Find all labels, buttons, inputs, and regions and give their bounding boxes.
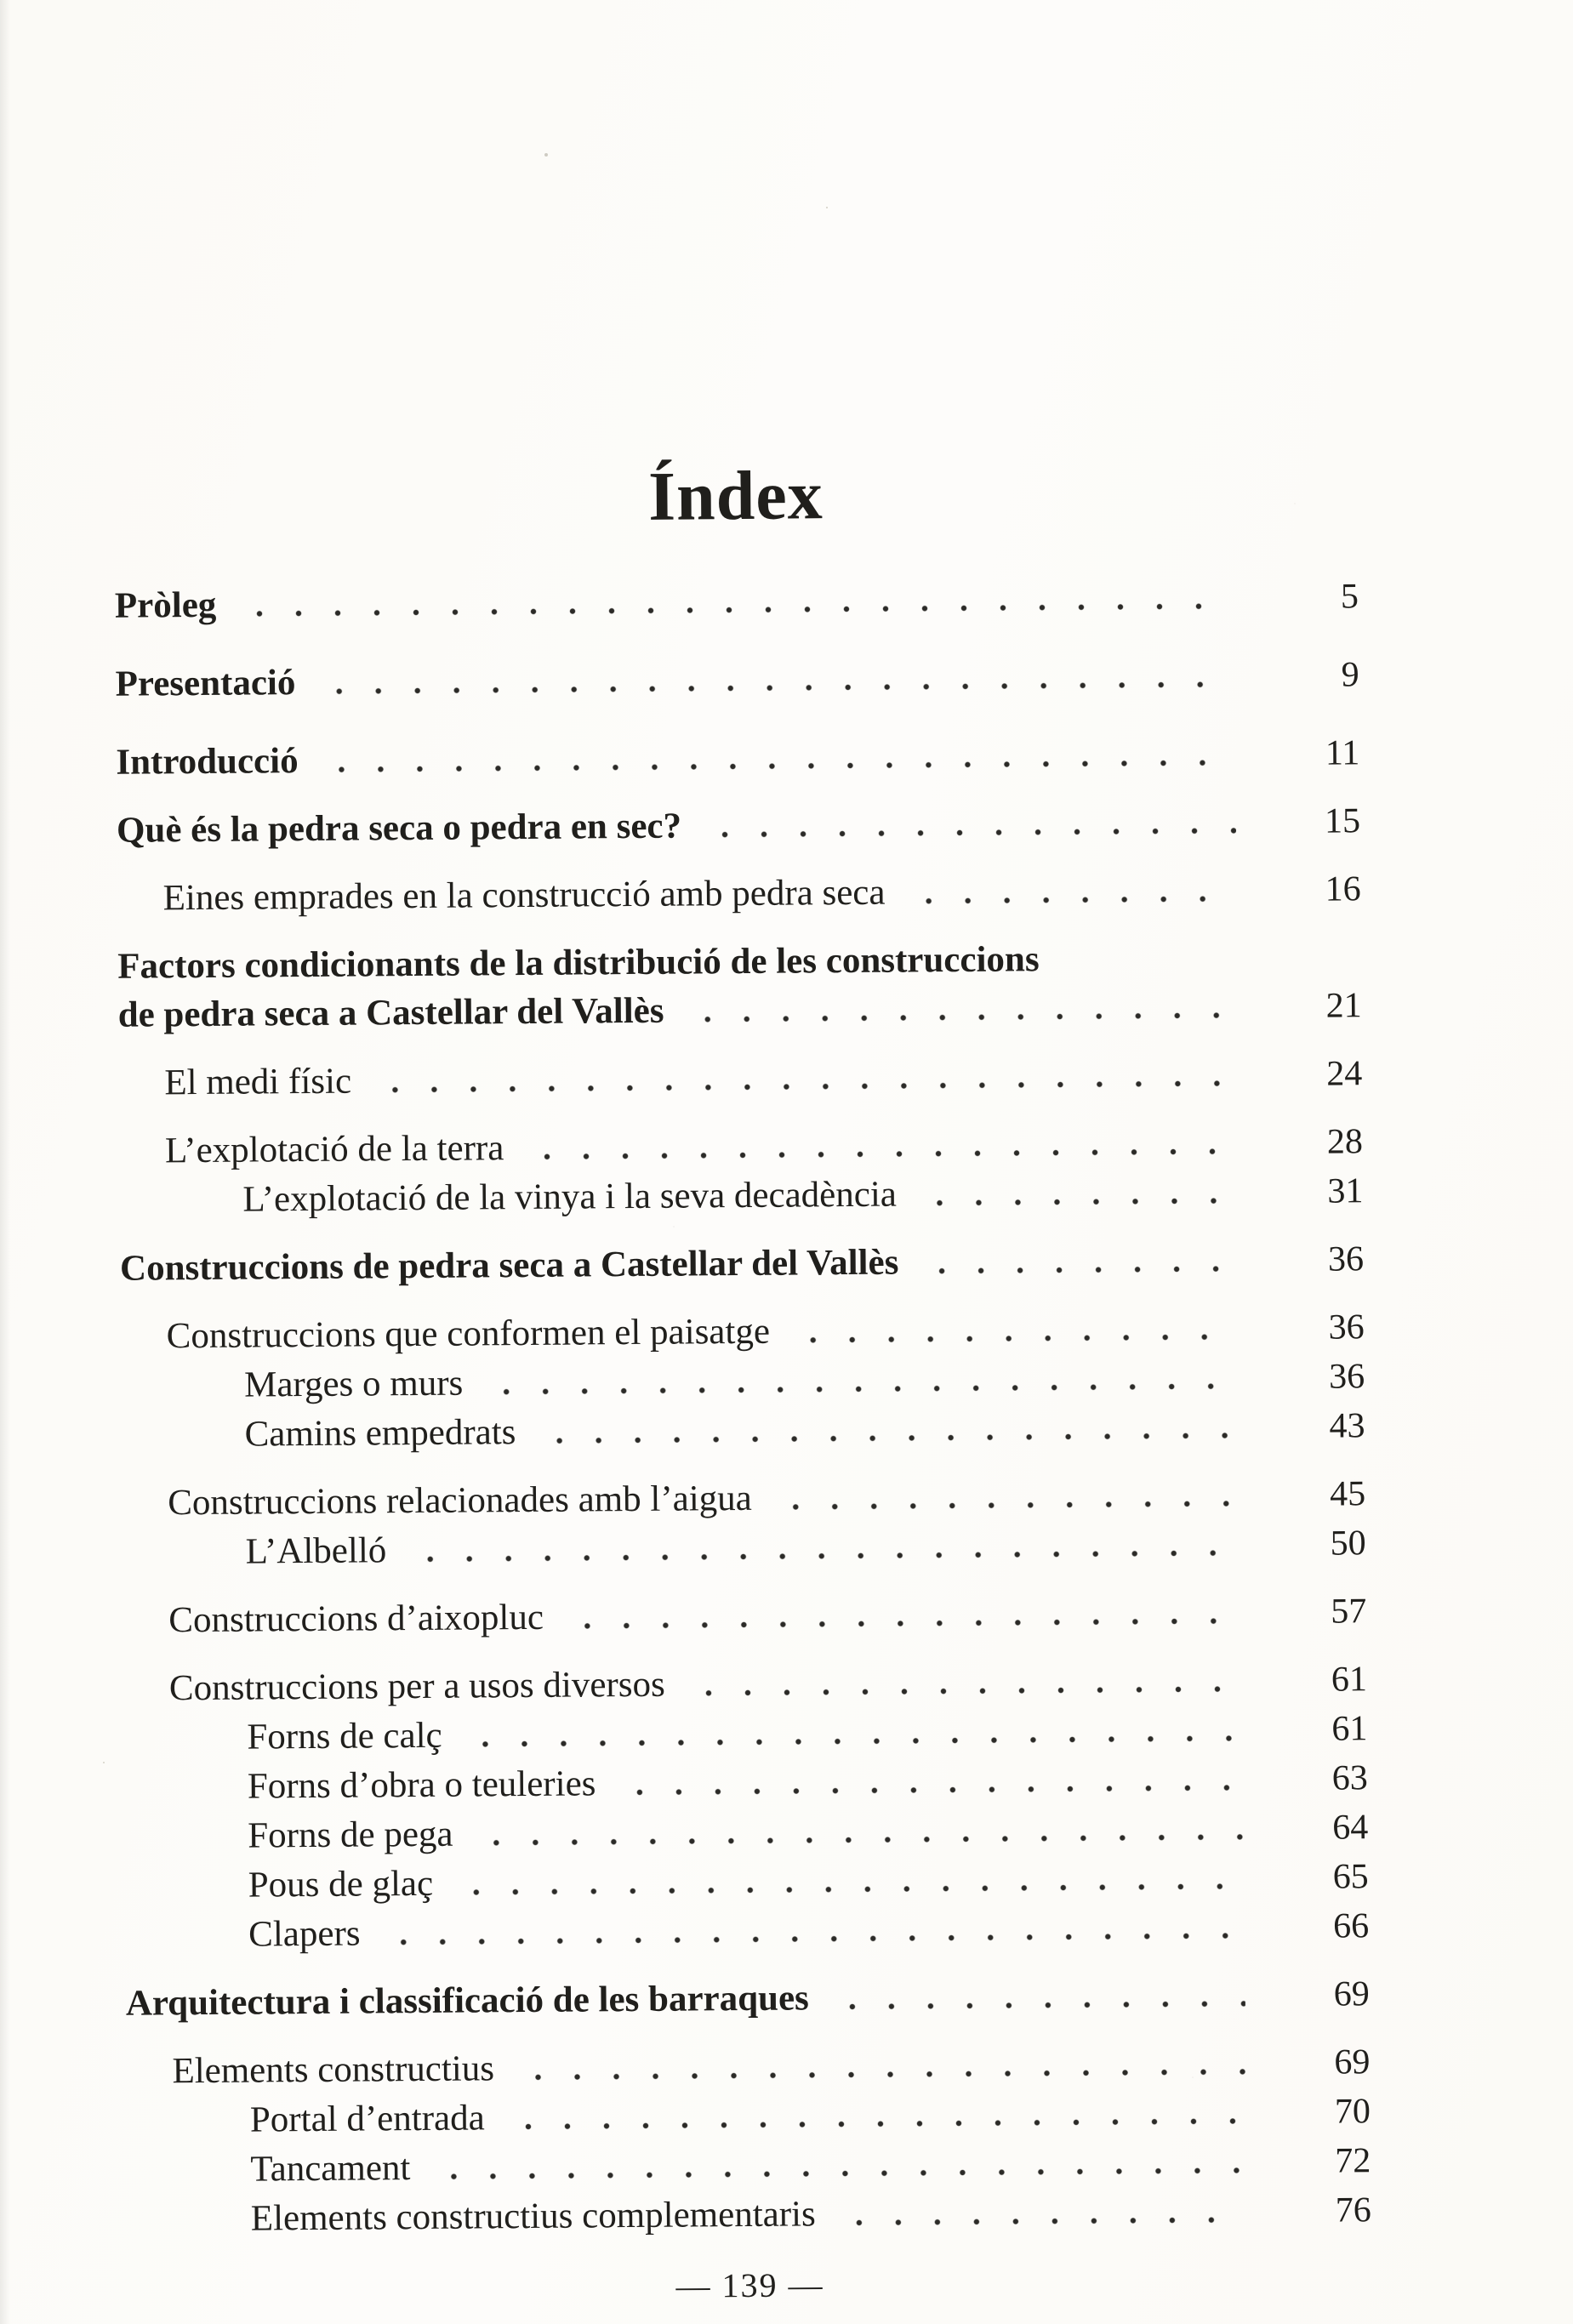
toc-entry-page: 36 bbox=[1327, 1239, 1365, 1279]
index-content bbox=[110, 0, 1371, 2310]
dot-leader bbox=[499, 2116, 1246, 2131]
toc-entry-label: Pous de glaç bbox=[248, 1863, 434, 1905]
toc-entry-label: Clapers bbox=[248, 1913, 361, 1955]
toc-entry-page: 57 bbox=[1331, 1591, 1367, 1632]
toc-row bbox=[117, 864, 1360, 923]
dot-leader bbox=[230, 601, 1234, 618]
dot-leader bbox=[557, 1616, 1242, 1630]
toc-entry-label: L’explotació de la terra bbox=[164, 1127, 504, 1171]
toc-entry-label: Forns de calç bbox=[247, 1715, 442, 1757]
toc-entry-label: Forns d’obra o teuleries bbox=[247, 1763, 596, 1807]
toc-entry-page: 76 bbox=[1335, 2190, 1371, 2230]
toc-entry-page: 36 bbox=[1328, 1307, 1365, 1347]
toc-entry-page: 63 bbox=[1331, 1757, 1368, 1798]
toc-entry-label: Forns de pega bbox=[248, 1814, 453, 1856]
page-number-footer: — 139 — bbox=[675, 2265, 824, 2305]
toc-entry-page: 11 bbox=[1325, 733, 1360, 773]
toc-row bbox=[117, 981, 1361, 1040]
dot-leader bbox=[365, 1079, 1238, 1094]
toc-entry-page: 70 bbox=[1334, 2091, 1371, 2132]
page-title: Índex bbox=[647, 456, 824, 535]
toc-entry-page: 15 bbox=[1324, 801, 1361, 841]
toc-row bbox=[125, 1901, 1369, 1960]
dot-leader bbox=[679, 1684, 1243, 1697]
toc-entry-page: 64 bbox=[1332, 1807, 1369, 1848]
toc-entry-page: 21 bbox=[1325, 986, 1362, 1026]
toc-entry-label: Introducció bbox=[116, 740, 299, 783]
toc-entry-page: 5 bbox=[1340, 577, 1359, 617]
toc-row bbox=[120, 1234, 1364, 1293]
toc-entry-page: 43 bbox=[1329, 1405, 1365, 1446]
toc-row bbox=[118, 1049, 1362, 1108]
toc-entry-label: Arquitectura i classificació de les barraques bbox=[125, 1978, 809, 2024]
toc-entry-label: Construccions que conformen el paisatge bbox=[166, 1311, 771, 1357]
toc-entry-label: de pedra seca a Castellar del Vallès bbox=[117, 990, 664, 1035]
toc-row bbox=[121, 1401, 1365, 1460]
dot-leader bbox=[508, 2067, 1245, 2082]
toc-entry-page: 65 bbox=[1332, 1856, 1369, 1897]
toc-entry-label: Marges o murs bbox=[243, 1363, 464, 1405]
toc-entry-label: Factors condicionants de la distribució de les construccions bbox=[117, 938, 1040, 987]
scan-edge-shadow bbox=[0, 0, 10, 2324]
dot-leader bbox=[695, 826, 1236, 839]
toc-entry-label: Eines emprades en la construcció amb pedra seca bbox=[162, 872, 886, 919]
toc-row bbox=[117, 796, 1360, 855]
dot-leader bbox=[609, 1783, 1243, 1797]
toc-entry-page: 45 bbox=[1329, 1473, 1366, 1514]
toc-entry-label: Què és la pedra seca o pedra en sec? bbox=[116, 806, 682, 851]
toc-entry-label: Construccions de pedra seca a Castellar del Vallès bbox=[119, 1242, 899, 1289]
toc-entry-page: 66 bbox=[1332, 1905, 1370, 1946]
dot-leader bbox=[912, 1264, 1240, 1275]
toc-entry-page: 69 bbox=[1333, 1974, 1370, 2014]
dot-leader bbox=[529, 1431, 1240, 1445]
toc-entry-page: 61 bbox=[1331, 1708, 1368, 1749]
toc-entry-page: 31 bbox=[1327, 1171, 1364, 1211]
toc-entry-page: 28 bbox=[1326, 1122, 1364, 1162]
dot-leader bbox=[400, 1548, 1241, 1564]
dot-leader bbox=[424, 2166, 1246, 2181]
toc-entry-label: Presentació bbox=[115, 662, 296, 704]
dot-leader bbox=[476, 1381, 1240, 1396]
dot-leader bbox=[784, 1332, 1240, 1344]
toc-row bbox=[126, 1969, 1370, 2028]
toc-entry-page: 16 bbox=[1325, 869, 1361, 909]
toc-entry-label: L’Albelló bbox=[245, 1530, 387, 1572]
toc-row bbox=[115, 572, 1359, 630]
dot-leader bbox=[899, 894, 1237, 905]
dot-leader bbox=[766, 1499, 1241, 1511]
toc-entry-label: El medi físic bbox=[164, 1061, 352, 1103]
dot-leader bbox=[517, 1147, 1239, 1161]
dot-leader bbox=[910, 1196, 1240, 1207]
toc-entry-label: L’explotació de la vinya i la seva decadència bbox=[242, 1174, 898, 1220]
dot-leader bbox=[829, 2215, 1247, 2227]
toc-entry-page: 69 bbox=[1334, 2042, 1371, 2082]
toc-entry-page: 9 bbox=[1341, 655, 1359, 695]
toc-entry-page: 61 bbox=[1331, 1659, 1368, 1700]
toc-row bbox=[115, 650, 1359, 709]
toc-entry-label: Portal d’entrada bbox=[249, 2098, 485, 2140]
toc-row bbox=[119, 1166, 1363, 1225]
toc-entry-label: Camins empedrats bbox=[244, 1411, 516, 1455]
toc-entry-label: Tancament bbox=[250, 2147, 411, 2190]
dot-leader bbox=[447, 1882, 1245, 1896]
toc-row bbox=[123, 1586, 1366, 1645]
dot-leader bbox=[309, 680, 1234, 696]
toc-entry-page: 24 bbox=[1326, 1054, 1363, 1094]
toc-list bbox=[115, 572, 1371, 2244]
toc-row bbox=[116, 728, 1359, 787]
toc-entry-label: Construccions per a usos diversos bbox=[168, 1664, 665, 1709]
toc-entry-label: Pròleg bbox=[114, 584, 217, 626]
dot-leader bbox=[312, 758, 1236, 774]
toc-entry-page: 72 bbox=[1335, 2140, 1371, 2181]
toc-entry-page: 50 bbox=[1330, 1523, 1366, 1564]
toc-entry-label: Construccions relacionades amb l’aigua bbox=[168, 1478, 752, 1524]
toc-row bbox=[128, 2185, 1371, 2244]
toc-entry-label: Construccions d’aixopluc bbox=[168, 1597, 544, 1641]
toc-row bbox=[122, 1518, 1365, 1577]
dot-leader bbox=[456, 1734, 1244, 1748]
dot-leader bbox=[467, 1832, 1245, 1847]
toc-entry-label: Elements constructius complementaris bbox=[250, 2194, 816, 2239]
dot-leader bbox=[374, 1931, 1245, 1946]
toc-entry-page: 36 bbox=[1328, 1357, 1365, 1397]
toc-entry-label: Elements constructius bbox=[172, 2048, 495, 2092]
dot-leader bbox=[823, 1999, 1245, 2011]
dot-leader bbox=[678, 1011, 1238, 1023]
